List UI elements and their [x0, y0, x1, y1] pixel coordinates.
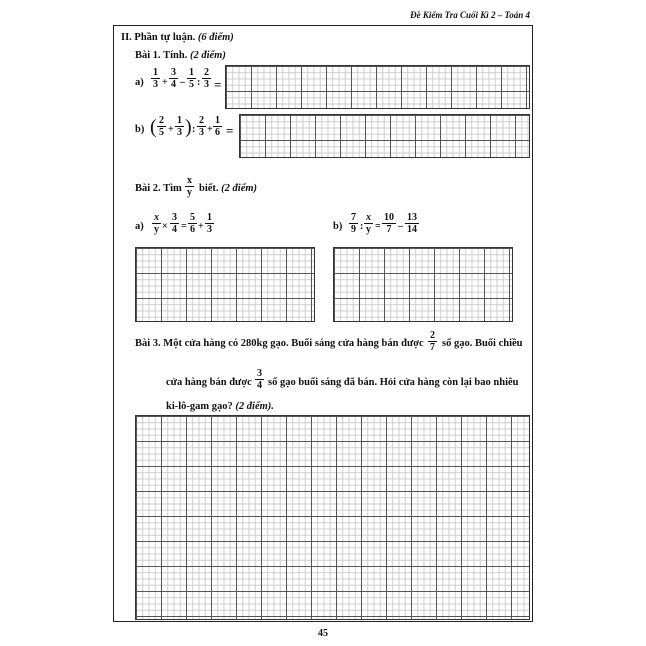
bai2-b-op: :: [360, 221, 364, 232]
bai2-title-prefix: Bài 2. Tìm: [135, 183, 182, 194]
bai1-a-expression: $\frac{1}{5}$: [189, 67, 194, 90]
bai2-b-op: =: [375, 221, 381, 232]
bai1-a-equals: =: [214, 77, 222, 92]
bai3-frac1-num: 2: [430, 330, 435, 341]
bai2-b-op: –: [398, 221, 403, 232]
bai2-b-expression: $\frac{10}{7}$: [384, 212, 394, 235]
bai2-b-expression: $\frac{7}{9}$: [351, 212, 356, 235]
bai2-a-expression: $\frac{3}{4}$: [172, 212, 177, 235]
bai2-a-answer-grid[interactable]: [135, 247, 315, 322]
bai3-fraction-1: [428, 330, 437, 353]
page-number: 45: [318, 628, 328, 639]
bai3-points: (2 điểm).: [235, 401, 274, 412]
bai1-a-label: a): [135, 77, 144, 88]
bai1-b-op: +: [168, 124, 174, 135]
bai2-title-suffix: [199, 183, 257, 194]
bai2-a-expression: $\frac{5}{6}$: [190, 212, 195, 235]
section-points: (6 điểm): [197, 32, 234, 43]
bai1-b-expression: $\frac{1}{3}$: [177, 115, 182, 138]
bai3-line2-prefix: cửa hàng bán được: [166, 377, 252, 388]
bai1-b-expression: $\frac{1}{6}$: [215, 115, 220, 138]
bai1-title: [135, 50, 226, 61]
bai1-a-expression: $\frac{3}{4}$: [171, 67, 176, 90]
bai2-b-expression: $\frac{13}{14}$: [407, 212, 417, 235]
bai2-title-fraction: [185, 175, 194, 198]
bai1-b-equals: =: [226, 123, 234, 138]
bai1-a-op: +: [162, 77, 168, 88]
bai3-line3-text: ki-lô-gam gạo?: [166, 401, 233, 412]
bai2-b-answer-grid[interactable]: [333, 247, 513, 322]
bai2-a-op: =: [181, 221, 187, 232]
bai1-b-op: +: [207, 124, 213, 135]
section-title: [121, 32, 234, 43]
bai1-b-expression: $\frac{2}{5}$: [159, 115, 164, 138]
bai3-fraction-2: [255, 368, 264, 391]
bai2-frac-den: y: [187, 187, 192, 198]
bai1-b-expression: $\frac{2}{3}$: [199, 115, 204, 138]
bai3-frac2-den: 4: [257, 380, 262, 391]
bai2-a-op: +: [198, 221, 204, 232]
bai2-frac-num: x: [187, 175, 192, 186]
bai3-frac1-den: 7: [430, 342, 435, 353]
bai3-line2-suffix: số gạo buổi sáng đã bán. Hỏi cửa hàng còn lại bao nhiêu: [268, 377, 519, 388]
page-header: Đề Kiểm Tra Cuối Kì 2 – Toán 4: [410, 10, 530, 20]
bai1-a-answer-grid[interactable]: [225, 65, 530, 109]
bai2-b-label: b): [333, 221, 343, 232]
bai1-b-label: b): [135, 124, 145, 135]
bai3-line3: [166, 401, 274, 412]
bai2-points: (2 điểm): [221, 183, 258, 194]
bai1-b-answer-grid[interactable]: [239, 114, 530, 158]
bai1-a-op: :: [197, 77, 201, 88]
section-title-text: II. Phần tự luận.: [121, 32, 196, 43]
bai1-title-text: Bài 1. Tính.: [135, 50, 188, 61]
bai1-a-expression: $\frac{2}{3}$: [204, 67, 209, 90]
bai1-a-op: –: [180, 77, 185, 88]
bai2-a-label: a): [135, 221, 144, 232]
bai2-a-op: ×: [162, 221, 168, 232]
bai2-a-expression: $\frac{x}{y}$: [154, 212, 159, 235]
bai3-frac2-num: 3: [257, 368, 262, 379]
bai2-a-expression: $\frac{1}{3}$: [207, 212, 212, 235]
bai1-b-op: :: [192, 124, 196, 135]
bai1-points: (2 điểm): [189, 50, 226, 61]
bai1-a-expression: $\frac{1}{3}$: [153, 67, 158, 90]
bai3-answer-grid[interactable]: [135, 415, 530, 620]
bai3-line1-prefix: Bài 3. Một cửa hàng có 280kg gạo. Buổi sáng cửa hàng bán được: [135, 338, 424, 349]
bai3-line1-suffix: số gạo. Buổi chiều: [442, 338, 523, 349]
bai1-b-paren: ): [185, 116, 192, 138]
bai2-b-expression: $\frac{x}{y}$: [366, 212, 371, 235]
bai1-b-paren: (: [150, 116, 157, 138]
bai2-title-suffix-text: biết.: [199, 183, 219, 194]
